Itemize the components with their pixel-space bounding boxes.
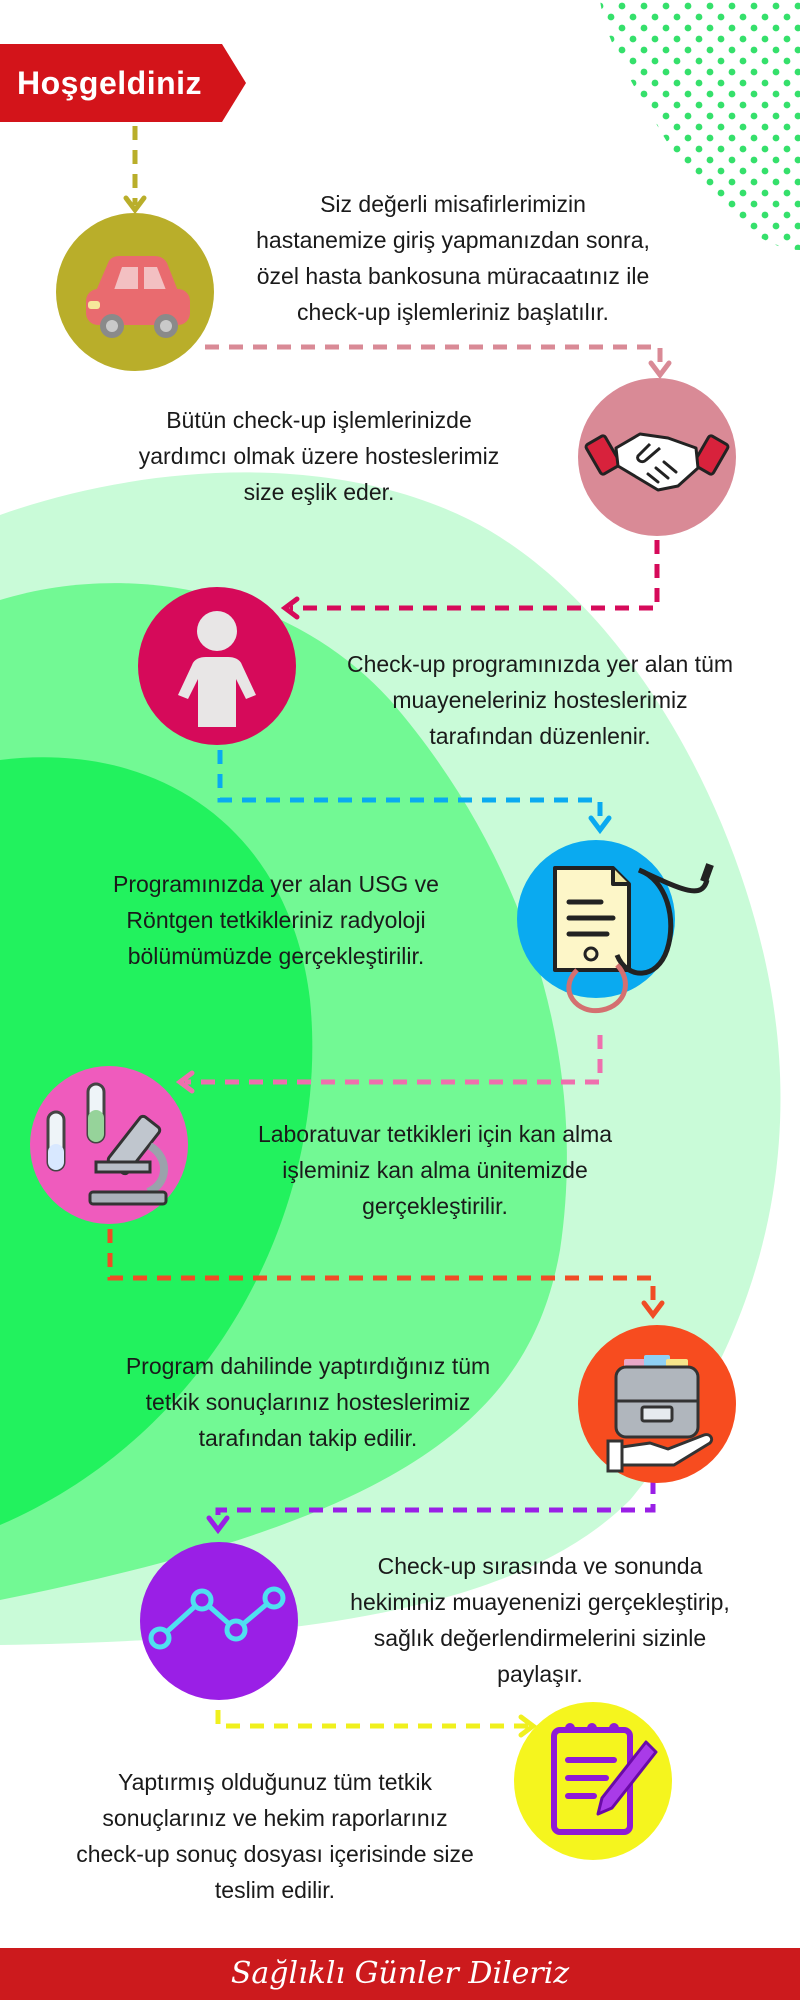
line-graph-icon: [140, 1542, 298, 1700]
car-icon: [56, 213, 214, 371]
handshake-icon: [578, 378, 736, 536]
welcome-banner: [0, 44, 246, 122]
connector-8: [218, 1710, 528, 1726]
person-icon: [138, 587, 296, 745]
welcome-title: Hoşgeldiniz: [16, 65, 203, 101]
step-6-text: Program dahilinde yaptırdığınız tüm tetkik sonuçlarınız hosteslerimiz tarafından takip edilir.: [125, 1353, 491, 1451]
microscope-test-tubes-icon: [30, 1066, 188, 1224]
file-box-hand-icon: [578, 1325, 736, 1483]
step-3-text: Check-up programınızda yer alan tüm muayeneleriniz hosteslerimiz tarafından düzenlenir.: [346, 651, 734, 749]
step-5-text: Laboratuvar tetkikleri için kan alma işleminiz kan alma ünitemizde gerçekleştirilir.: [257, 1121, 613, 1219]
step-7-text: Check-up sırasında ve sonunda hekiminiz muayenenizi gerçekleştirip, sağlık değerlendirmelerini sizinle paylaşır.: [350, 1553, 730, 1687]
medical-report-stethoscope-icon: [517, 840, 675, 998]
step-1-text: Siz değerli misafirlerimizin hastanemize giriş yapmanızdan sonra, özel hasta bankosuna müracaatınız ile check-up işlemleriniz başlatılır.: [256, 191, 650, 325]
footer-message: Sağlıklı Günler Dileriz: [0, 1948, 800, 2000]
clipboard-pencil-icon: [514, 1702, 672, 1860]
step-2-text: Bütün check-up işlemlerinizde yardımcı olmak üzere hosteslerimiz size eşlik eder.: [138, 407, 500, 505]
step-8-text: Yaptırmış olduğunuz tüm tetkik sonuçlarınız ve hekim raporlarınız check-up sonuç dosyası içerisinde size teslim edilir.: [76, 1769, 474, 1903]
connector-2: [205, 347, 660, 370]
step-4-text: Programınızda yer alan USG ve Röntgen tetkikleriniz radyoloji bölümümüzde gerçekleştirilir.: [113, 871, 439, 969]
